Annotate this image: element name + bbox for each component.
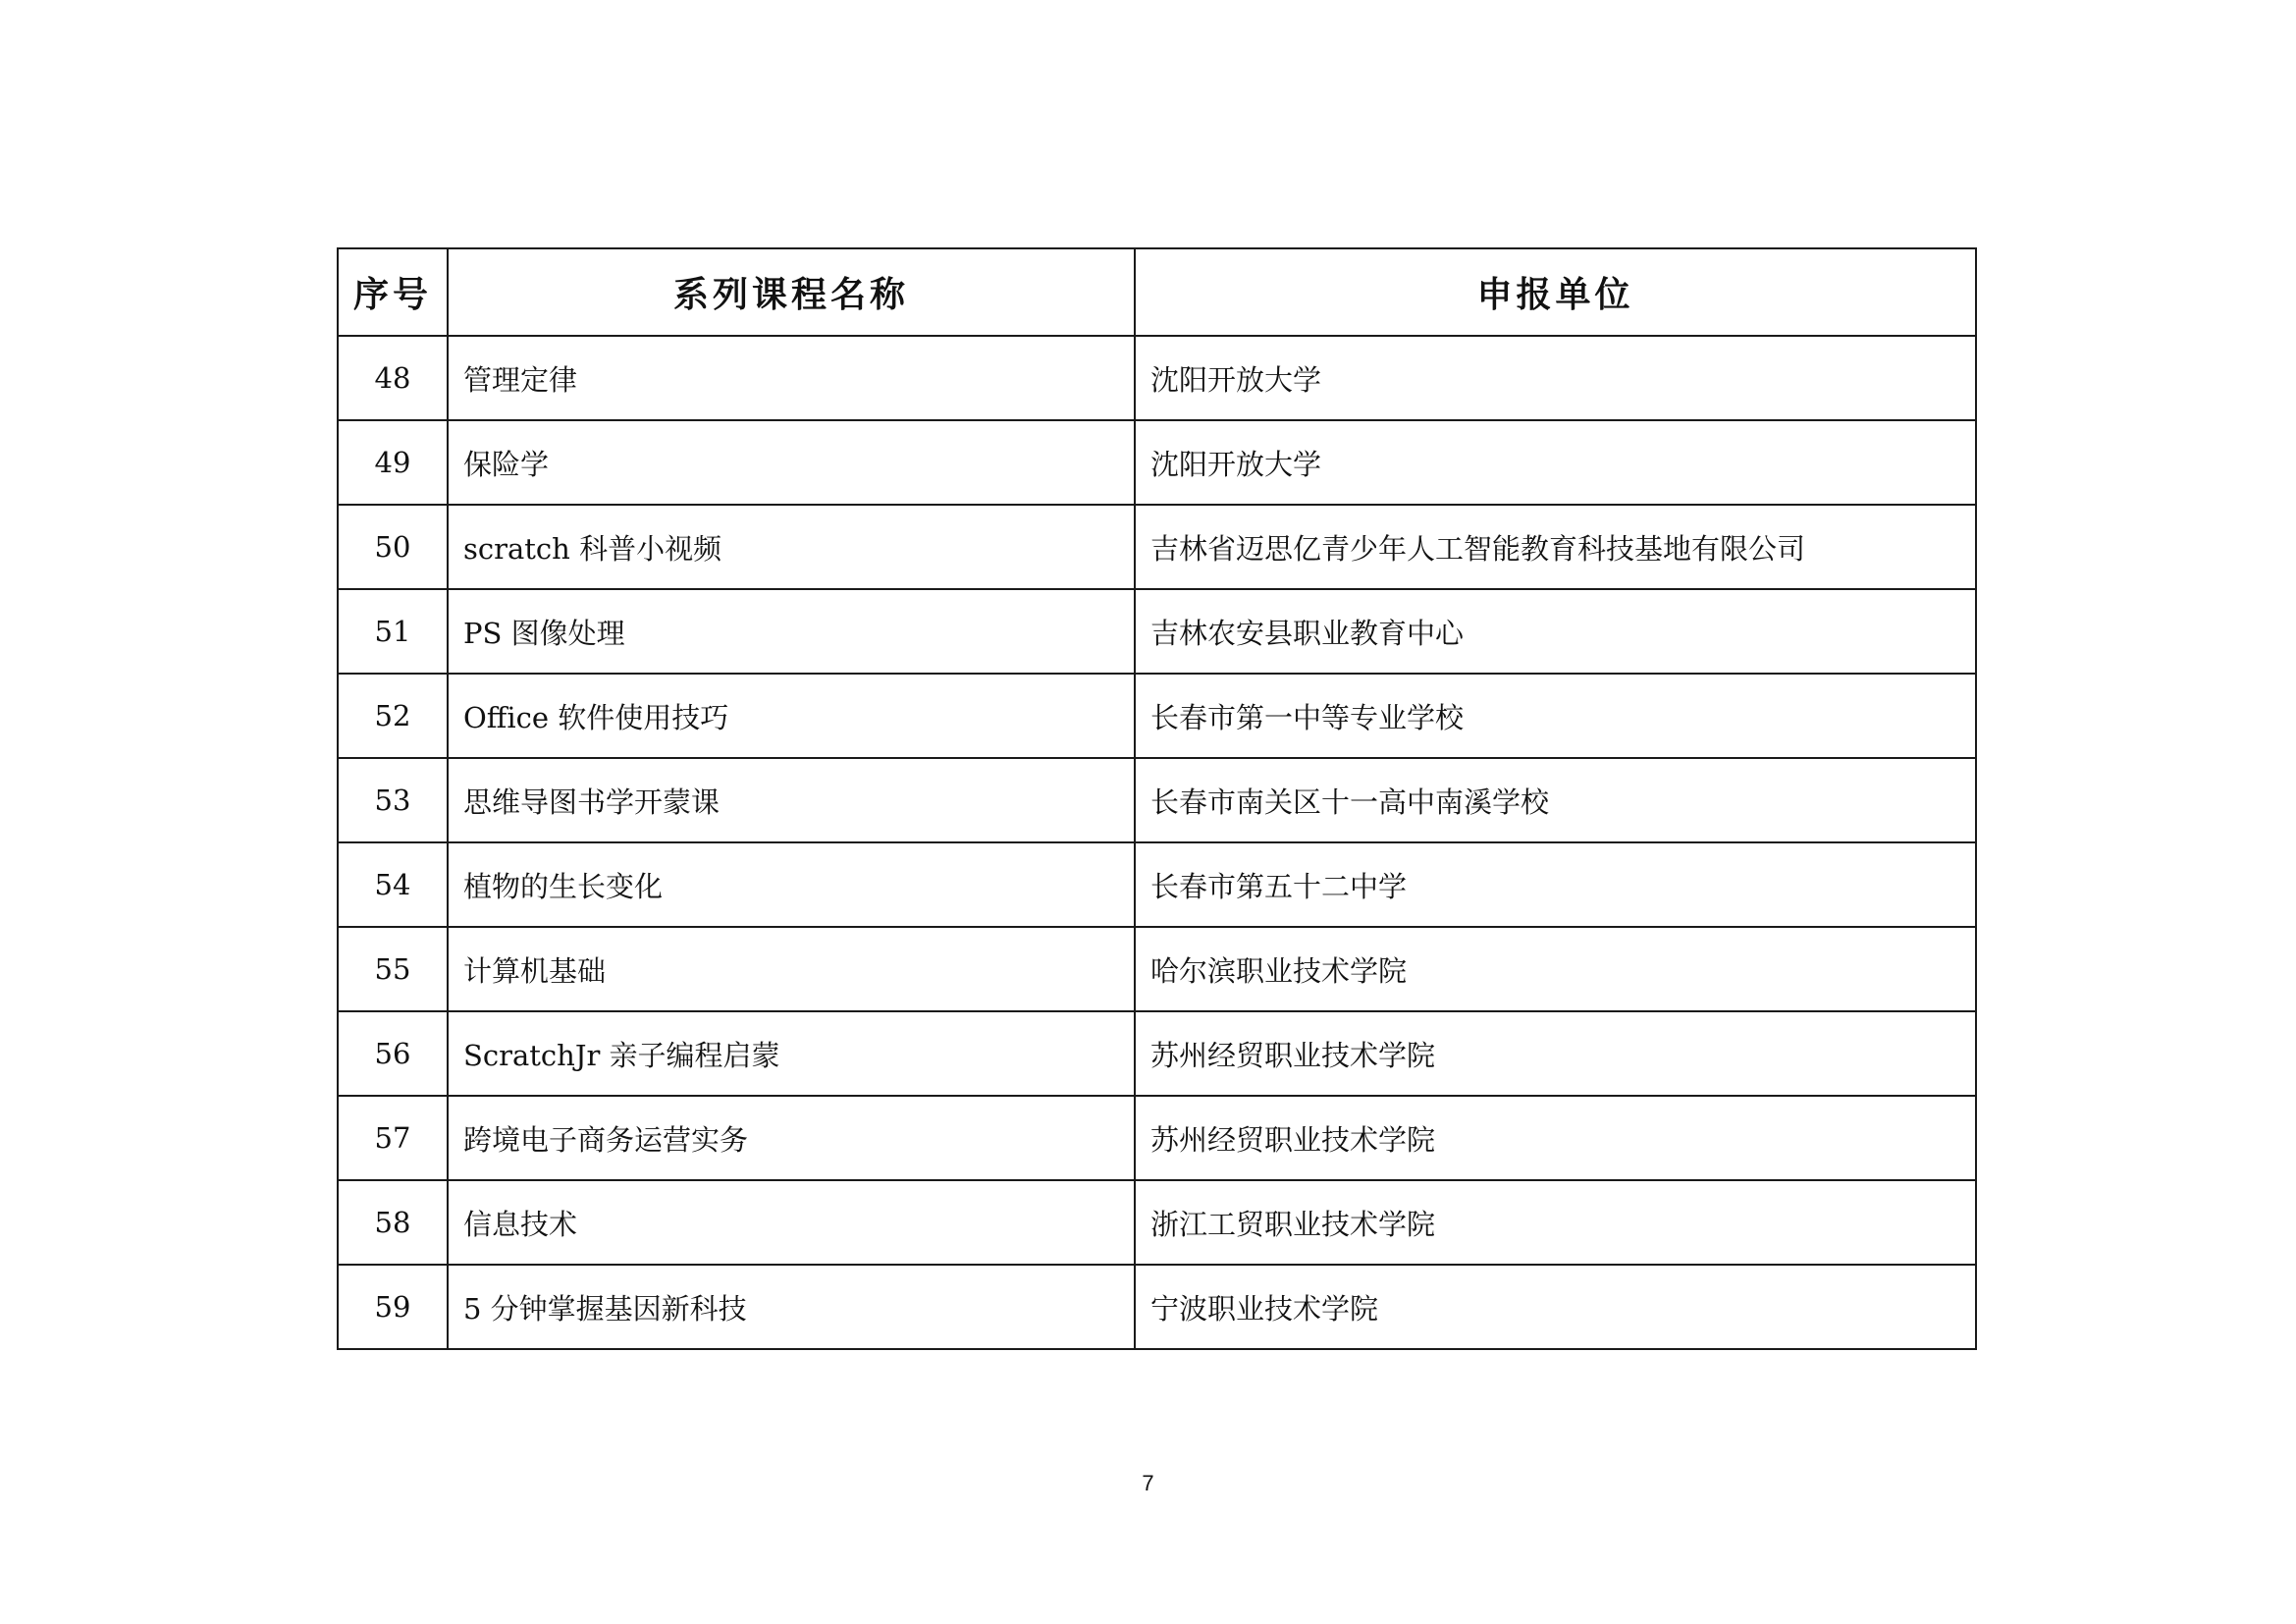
row-unit: 浙江工贸职业技术学院 (1135, 1180, 1976, 1265)
table-row (338, 927, 1976, 1011)
header-course-name: 系列课程名称 (448, 248, 1135, 336)
table-header-row (338, 248, 1976, 336)
row-unit: 沈阳开放大学 (1135, 336, 1976, 420)
row-course-name: 思维导图书学开蒙课 (448, 758, 1135, 842)
row-unit: 哈尔滨职业技术学院 (1135, 927, 1976, 1011)
row-course-name: 植物的生长变化 (448, 842, 1135, 927)
row-unit: 长春市第五十二中学 (1135, 842, 1976, 927)
row-course-name: 管理定律 (448, 336, 1135, 420)
row-seq: 56 (338, 1011, 448, 1096)
row-seq: 55 (338, 927, 448, 1011)
row-unit: 苏州经贸职业技术学院 (1135, 1011, 1976, 1096)
row-unit: 宁波职业技术学院 (1135, 1265, 1976, 1349)
row-course-name: scratch 科普小视频 (448, 505, 1135, 589)
row-course-name: PS 图像处理 (448, 589, 1135, 674)
row-unit: 吉林省迈思亿青少年人工智能教育科技基地有限公司 (1135, 505, 1976, 589)
row-seq: 53 (338, 758, 448, 842)
row-course-name: 5 分钟掌握基因新科技 (448, 1265, 1135, 1349)
row-seq: 51 (338, 589, 448, 674)
row-seq: 48 (338, 336, 448, 420)
row-unit: 长春市第一中等专业学校 (1135, 674, 1976, 758)
row-seq: 54 (338, 842, 448, 927)
row-course-name: 信息技术 (448, 1180, 1135, 1265)
row-course-name: 跨境电子商务运营实务 (448, 1096, 1135, 1180)
header-unit: 申报单位 (1135, 248, 1976, 336)
table-row (338, 1011, 1976, 1096)
row-seq: 58 (338, 1180, 448, 1265)
page-number: 7 (1142, 1471, 1154, 1495)
table-row (338, 1265, 1976, 1349)
row-course-name: 保险学 (448, 420, 1135, 505)
row-unit: 长春市南关区十一高中南溪学校 (1135, 758, 1976, 842)
table-row (338, 589, 1976, 674)
row-course-name: ScratchJr 亲子编程启蒙 (448, 1011, 1135, 1096)
row-course-name: 计算机基础 (448, 927, 1135, 1011)
table-row (338, 336, 1976, 420)
row-unit: 苏州经贸职业技术学院 (1135, 1096, 1976, 1180)
table-row (338, 1096, 1976, 1180)
table-row (338, 842, 1976, 927)
row-unit: 沈阳开放大学 (1135, 420, 1976, 505)
table-row (338, 758, 1976, 842)
row-seq: 49 (338, 420, 448, 505)
row-seq: 59 (338, 1265, 448, 1349)
row-seq: 52 (338, 674, 448, 758)
header-seq: 序号 (338, 248, 448, 336)
table-row (338, 505, 1976, 589)
row-seq: 57 (338, 1096, 448, 1180)
row-unit: 吉林农安县职业教育中心 (1135, 589, 1976, 674)
table-row (338, 1180, 1976, 1265)
table-row (338, 420, 1976, 505)
course-table (337, 247, 1977, 1350)
row-seq: 50 (338, 505, 448, 589)
row-course-name: Office 软件使用技巧 (448, 674, 1135, 758)
table-row (338, 674, 1976, 758)
